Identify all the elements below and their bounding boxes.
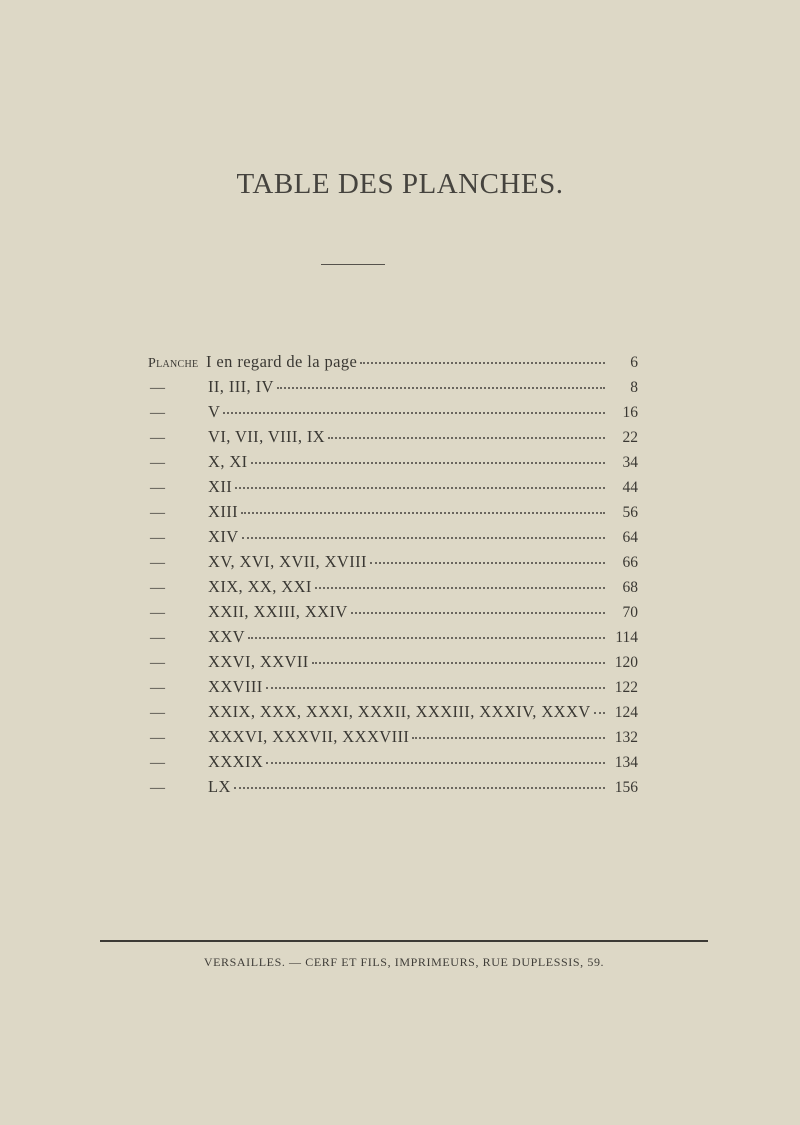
- toc-desc: V: [208, 402, 221, 421]
- toc-lead: —: [150, 530, 165, 546]
- toc-page: 134: [614, 754, 638, 771]
- toc-row: [148, 502, 638, 527]
- toc-lead: —: [150, 680, 165, 696]
- printer-imprint: VERSAILLES. — CERF ET FILS, IMPRIMEURS, RUE DUPLESSIS, 59.: [203, 955, 605, 969]
- toc-lead: —: [150, 705, 165, 721]
- toc-lead: —: [150, 605, 165, 621]
- toc-desc: XXVIII: [208, 677, 263, 696]
- toc-page: 122: [614, 679, 638, 696]
- toc-desc: XIII: [208, 502, 238, 521]
- toc-lead: Planche: [148, 356, 199, 371]
- toc-lead: —: [150, 730, 165, 746]
- toc-lead: —: [150, 455, 165, 471]
- toc-desc: II, III, IV: [208, 377, 274, 396]
- toc-lead: —: [150, 405, 165, 421]
- plates-table: [148, 352, 638, 802]
- toc-leader-dots: [412, 737, 605, 739]
- toc-leader-dots: [370, 562, 605, 564]
- toc-desc: XXII, XXIII, XXIV: [208, 602, 348, 621]
- toc-page: 120: [614, 654, 638, 671]
- toc-leader-dots: [241, 512, 605, 514]
- toc-row: [148, 677, 638, 702]
- toc-leader-dots: [266, 687, 605, 689]
- toc-desc: XXXIX: [208, 752, 264, 771]
- title-rule: [321, 264, 385, 265]
- toc-lead: —: [150, 430, 165, 446]
- toc-lead: —: [150, 480, 165, 496]
- toc-desc: XXIX, XXX, XXXI, XXXII, XXXIII, XXXIV, XXXV: [208, 702, 591, 721]
- toc-page: 22: [622, 429, 638, 446]
- toc-desc: XV, XVI, XVII, XVIII: [208, 552, 367, 571]
- toc-desc: XXVI, XXVII: [208, 652, 309, 671]
- toc-leader-dots: [328, 437, 605, 439]
- toc-row: [148, 527, 638, 552]
- toc-leader-dots: [360, 362, 605, 364]
- toc-lead: —: [150, 780, 165, 796]
- toc-leader-dots: [223, 412, 605, 414]
- toc-desc: VI, VII, VIII, IX: [208, 427, 326, 446]
- toc-leader-dots: [234, 787, 605, 789]
- toc-row: [148, 752, 638, 777]
- toc-page: 70: [622, 604, 638, 621]
- toc-page: 124: [614, 704, 638, 721]
- toc-row: [148, 577, 638, 602]
- toc-leader-dots: [351, 612, 605, 614]
- toc-desc: XIX, XX, XXI: [208, 577, 312, 596]
- footer-rule: [100, 940, 708, 942]
- toc-row: [148, 427, 638, 452]
- toc-lead: —: [150, 755, 165, 771]
- toc-desc: XIV: [208, 527, 239, 546]
- toc-desc: I en regard de la page: [206, 352, 358, 371]
- toc-page: 56: [622, 504, 638, 521]
- toc-page: 156: [614, 779, 638, 796]
- toc-page: 64: [622, 529, 638, 546]
- toc-leader-dots: [315, 587, 605, 589]
- toc-lead: —: [150, 555, 165, 571]
- toc-desc: X, XI: [208, 452, 248, 471]
- toc-leader-dots: [251, 462, 605, 464]
- toc-lead: —: [150, 630, 165, 646]
- toc-leader-dots: [266, 762, 605, 764]
- toc-row: [148, 652, 638, 677]
- toc-page: 66: [622, 554, 638, 571]
- toc-row: [148, 477, 638, 502]
- toc-row: [148, 602, 638, 627]
- toc-desc: XXXVI, XXXVII, XXXVIII: [208, 727, 410, 746]
- toc-page: 6: [630, 354, 638, 371]
- toc-row: [148, 552, 638, 577]
- toc-page: 8: [630, 379, 638, 396]
- toc-desc: XII: [208, 477, 233, 496]
- toc-row: [148, 352, 638, 377]
- toc-lead: —: [150, 505, 165, 521]
- toc-leader-dots: [312, 662, 605, 664]
- toc-desc: LX: [208, 777, 231, 796]
- toc-page: 114: [615, 629, 638, 646]
- toc-page: 44: [622, 479, 638, 496]
- toc-row: [148, 452, 638, 477]
- toc-row: [148, 777, 638, 802]
- toc-leader-dots: [248, 637, 605, 639]
- toc-page: 34: [622, 454, 638, 471]
- toc-row: [148, 702, 638, 727]
- toc-page: 68: [622, 579, 638, 596]
- toc-row: [148, 377, 638, 402]
- toc-row: [148, 727, 638, 752]
- toc-lead: —: [150, 380, 165, 396]
- toc-lead: —: [150, 580, 165, 596]
- toc-page: 132: [614, 729, 638, 746]
- toc-row: [148, 402, 638, 427]
- toc-leader-dots: [242, 537, 605, 539]
- toc-leader-dots: [277, 387, 605, 389]
- toc-lead: —: [150, 655, 165, 671]
- toc-leader-dots: [235, 487, 605, 489]
- toc-desc: XXV: [208, 627, 245, 646]
- toc-row: [148, 627, 638, 652]
- toc-page: 16: [622, 404, 638, 421]
- page-title: TABLE DES PLANCHES.: [236, 168, 564, 200]
- toc-leader-dots: [594, 712, 605, 714]
